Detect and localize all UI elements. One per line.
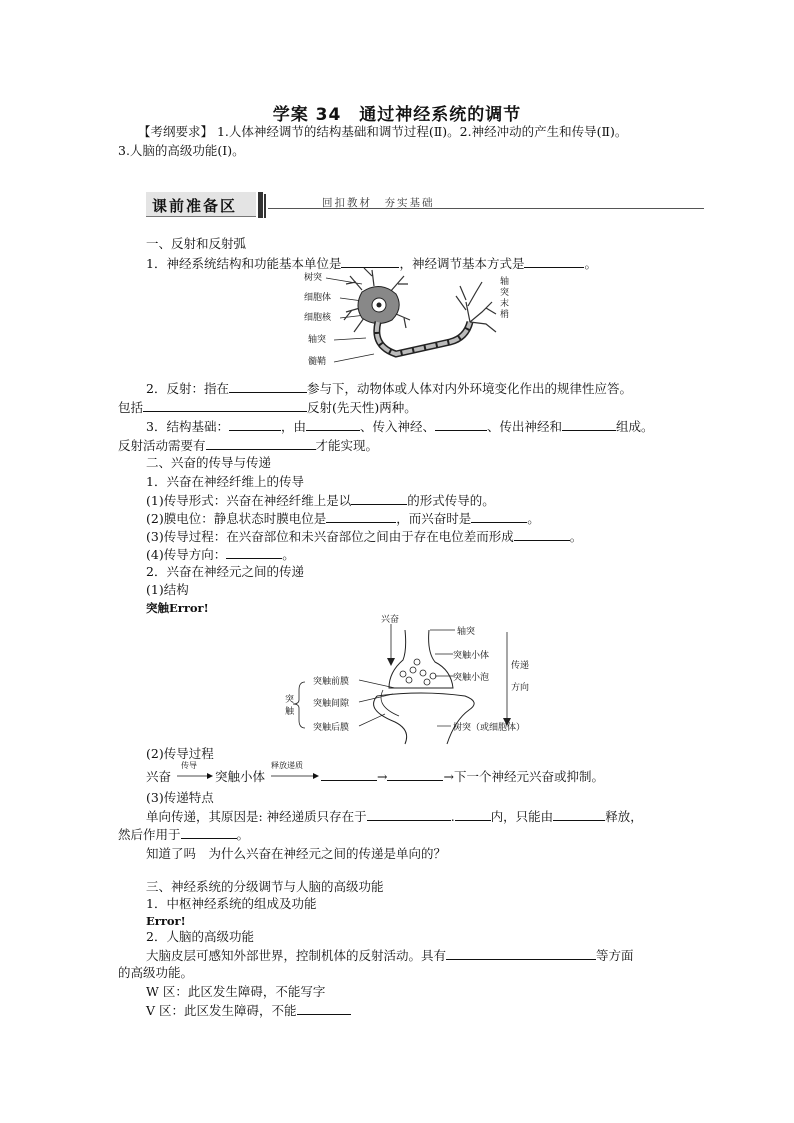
neuron-diagram (300, 262, 520, 372)
answer-blank[interactable] (562, 418, 616, 431)
label-terminal-2: 突 (500, 288, 510, 298)
label-dendrite: 树突 (304, 273, 323, 283)
section2-p1: (1)传导形式：兴奋在神经纤维上是以 的形式传导的。 (146, 493, 495, 508)
answer-blank[interactable] (514, 528, 570, 541)
label-myelin: 髓鞘 (308, 357, 327, 367)
section3-w-area: W 区：此区发生障碍，不能写字 (146, 984, 326, 999)
answer-blank[interactable] (321, 768, 377, 781)
section2-heading: 二、兴奋的传导与传递 (146, 455, 272, 470)
section1-q1: 1．神经系统结构和功能基本单位是 ，神经调节基本方式是 。 (146, 256, 597, 271)
answer-blank[interactable] (435, 418, 487, 431)
section2-structure: (1)结构 (146, 582, 189, 597)
answer-blank[interactable] (229, 380, 307, 393)
section2-features: (3)传递特点 (146, 790, 214, 805)
section2-process: (2)传导过程 (146, 746, 214, 761)
section3-s1: 1．中枢神经系统的组成及功能 (146, 896, 317, 911)
section3-p1-cont: 的高级功能。 (118, 965, 194, 980)
label-synaptic-body: 突触小体 (453, 651, 490, 661)
answer-blank[interactable] (206, 437, 316, 450)
answer-blank[interactable] (229, 418, 281, 431)
arrow-transmit: 传导 (175, 769, 215, 785)
label-synapse-2: 触 (285, 707, 295, 717)
answer-blank[interactable] (455, 808, 491, 821)
section3-s2: 2．人脑的高级功能 (146, 929, 254, 944)
section2-synapse-error: 突触Error! (146, 601, 209, 615)
exam-requirements-line1: 【考纲要求】 1.人体神经调节的结构基础和调节过程(Ⅱ)。2.神经冲动的产生和传导(Ⅱ)。 (138, 124, 628, 139)
arrow-release: 释放递质 (269, 769, 321, 785)
arrow-icon: → (377, 769, 388, 784)
label-axon: 轴突 (308, 335, 327, 345)
label-terminal-1: 轴 (500, 277, 510, 287)
label-cleft: 突触间隙 (313, 699, 350, 709)
answer-blank[interactable] (471, 510, 527, 523)
banner-subtitle: 回扣教材 夯实基础 (322, 197, 435, 209)
section3-error: Error! (146, 914, 186, 928)
label-vesicle: 突触小泡 (453, 673, 490, 683)
label-synapse-1: 突 (285, 695, 295, 705)
label-direction-2: 方向 (511, 683, 530, 693)
section2-s1: 1．兴奋在神经纤维上的传导 (146, 474, 304, 489)
section2-p3: (3)传导过程：在兴奋部位和未兴奋部位之间由于存在电位差而形成 。 (146, 529, 583, 544)
answer-blank[interactable] (351, 492, 407, 505)
section1-heading: 一、反射和反射弧 (146, 236, 247, 251)
answer-blank[interactable] (367, 808, 451, 821)
section3-heading: 三、神经系统的分级调节与人脑的高级功能 (146, 879, 384, 894)
page-title: 学案 34 通过神经系统的调节 (272, 105, 522, 125)
section2-flow: 兴奋 传导 突触小体 释放递质 → →下一个神经元兴奋或抑制。 (146, 761, 604, 784)
section2-s2: 2．兴奋在神经元之间的传递 (146, 564, 304, 579)
answer-blank[interactable] (297, 1002, 351, 1015)
answer-blank[interactable] (326, 510, 396, 523)
answer-blank[interactable] (524, 255, 584, 268)
section2-f1: 单向传递，其原因是: 神经递质只存在于 . 内，只能由 释放， (146, 809, 643, 824)
label-terminal-4: 梢 (500, 310, 510, 320)
section2-f2: 然后作用于 。 (118, 827, 250, 842)
label-pre-membrane: 突触前膜 (313, 677, 350, 687)
answer-blank[interactable] (446, 947, 596, 960)
label-nucleus: 细胞核 (304, 313, 332, 323)
answer-blank[interactable] (387, 768, 443, 781)
answer-blank[interactable] (553, 808, 605, 821)
section2-p4: (4)传导方向： 。 (146, 547, 295, 562)
section3-p1: 大脑皮层可感知外部世界，控制机体的反射活动。具有 等方面 (146, 948, 634, 963)
section2-know: 知道了吗 为什么兴奋在神经元之间的传递是单向的？ (146, 846, 447, 861)
banner-title: 课前准备区 (152, 197, 238, 215)
section1-q2-cont: 包括 反射(先天性)两种。 (118, 400, 417, 415)
label-direction-1: 传递 (511, 661, 530, 671)
section1-q3-cont: 反射活动需要有 才能实现。 (118, 438, 379, 453)
answer-blank[interactable] (226, 546, 282, 559)
section-banner (146, 192, 706, 218)
label-terminal-3: 末 (500, 299, 510, 309)
label-cell-body: 细胞体 (304, 293, 332, 303)
section2-p2: (2)膜电位：静息状态时膜电位是 ，而兴奋时是 。 (146, 511, 540, 526)
label-axon: 轴突 (457, 627, 476, 637)
section1-q2: 2．反射：指在 参与下，动物体或人体对内外环境变化作出的规律性应答。 (146, 381, 632, 396)
exam-requirements-line2: 3.人脑的高级功能(Ⅰ)。 (118, 143, 245, 158)
section3-v-area: V 区：此区发生障碍，不能 (146, 1002, 351, 1019)
answer-blank[interactable] (306, 418, 360, 431)
label-dendrite: 树突（或细胞体） (453, 723, 526, 733)
arrow-icon: → (443, 769, 454, 784)
label-excitation: 兴奋 (381, 615, 400, 625)
answer-blank[interactable] (181, 826, 237, 839)
section1-q3: 3．结构基础： ，由 、传入神经、 、传出神经和 组成。 (146, 419, 654, 434)
answer-blank[interactable] (143, 399, 307, 412)
synapse-diagram (285, 610, 565, 745)
label-post-membrane: 突触后膜 (313, 723, 350, 733)
